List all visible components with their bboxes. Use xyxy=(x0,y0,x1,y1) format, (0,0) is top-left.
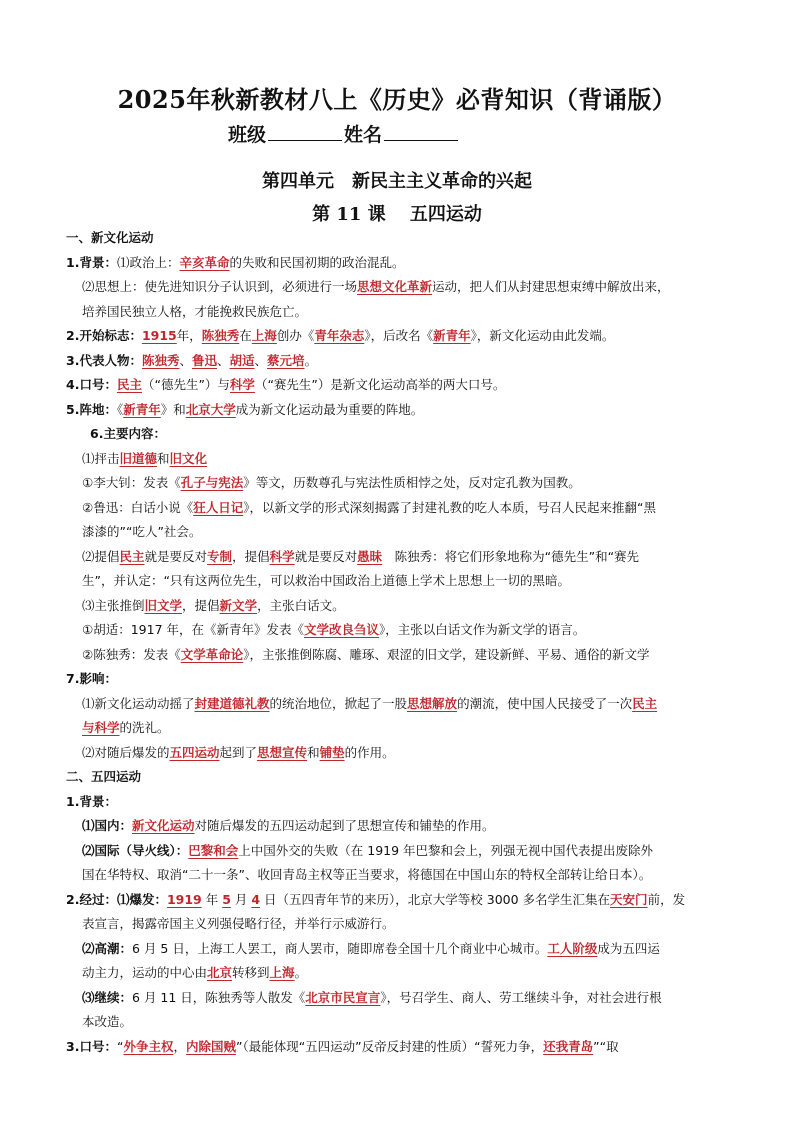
item-label: ⑵国际（导火线）： xyxy=(82,842,189,858)
text-segment: 在 xyxy=(239,328,252,343)
text-line xyxy=(66,863,730,888)
item-label: 3.代表人物： xyxy=(66,352,142,368)
text-line xyxy=(66,692,730,717)
text-line xyxy=(66,373,730,398)
text-segment: 》，新文化运动由此发端。 xyxy=(470,328,615,343)
item-label: ⑵高潮： xyxy=(82,940,133,956)
text-segment: 培养国民独立人格，才能挽救民族危亡。 xyxy=(82,303,308,319)
item-label: 7.影响： xyxy=(66,671,117,686)
class-name-line xyxy=(228,120,460,147)
notes-body xyxy=(66,226,730,1059)
text-segment: 转移到 xyxy=(232,965,270,980)
text-segment: （“赛先生”）是新文化运动高举的两大口号。 xyxy=(254,377,506,392)
key-term: 愚昧 xyxy=(357,548,383,564)
page-title: 2025年秋新教材八上《历史》必背知识（背诵版） xyxy=(117,85,677,114)
text-segment: 表宣言，揭露帝国主义列强侵略行径，并举行示威游行。 xyxy=(82,916,395,931)
text-line xyxy=(66,765,730,790)
text-segment: 创办《 xyxy=(276,328,315,343)
text-segment: 6 月 11 日，陈独秀等人散发《 xyxy=(132,989,306,1005)
text-segment: 、 xyxy=(179,352,192,368)
key-term: 北京大学 xyxy=(185,401,236,417)
text-segment: ”（最能体现“五四运动”反帝反封建的性质）“誓死力争， xyxy=(235,1038,544,1054)
key-term: 民主 xyxy=(116,377,142,392)
key-term: 天安门 xyxy=(610,891,648,907)
key-term: 封建道德礼教 xyxy=(194,695,270,711)
text-segment: 》，主张推倒陈腐、雕琢、艰涩的旧文学，建设新鲜、平易、通俗的新文学 xyxy=(243,646,650,662)
key-term: 科学 xyxy=(229,377,255,392)
text-line xyxy=(66,324,730,349)
text-segment: ⑴新文化运动动摇了 xyxy=(82,695,195,711)
text-segment: ，提倡 xyxy=(232,548,270,564)
text-line xyxy=(66,790,730,815)
key-term: 4 xyxy=(251,891,261,907)
class-blank[interactable] xyxy=(268,122,342,141)
text-segment: ①胡适：1917 年，在《新青年》发表《 xyxy=(82,622,304,637)
text-segment: 》，后改名《 xyxy=(364,328,434,343)
text-line xyxy=(66,520,730,545)
text-segment: 日（五四青年节的来历），北京大学等校 3000 多名学生汇集在 xyxy=(260,891,611,907)
key-term: 5 xyxy=(222,891,231,907)
text-segment: 、 xyxy=(217,352,230,368)
key-term: 上海 xyxy=(269,965,295,980)
text-line xyxy=(66,447,730,472)
unit-heading: 第四单元 新民主主义革命的兴起 xyxy=(262,171,532,192)
text-segment: 运动，把人们从封建思想束缚中解放出来， xyxy=(432,279,670,294)
key-term: 孔子与宪法 xyxy=(180,475,244,490)
key-term: 铺垫 xyxy=(319,744,345,760)
text-line xyxy=(66,888,730,913)
text-line xyxy=(66,545,730,570)
text-segment: ，提倡 xyxy=(182,597,220,613)
text-segment: 上中国外交的失败（在 1919 年巴黎和会上，列强无视中国代表提出废除外 xyxy=(238,842,654,858)
item-label: 5.阵地： xyxy=(66,401,117,417)
text-line xyxy=(66,643,730,668)
text-segment: ， xyxy=(173,1038,186,1054)
text-segment: 年 xyxy=(201,891,223,907)
text-segment: ⑶主张推倒 xyxy=(82,597,145,613)
key-term: 五四运动 xyxy=(169,744,220,760)
item-label: ⑶继续： xyxy=(82,989,133,1005)
text-segment: 和 xyxy=(157,450,170,466)
text-line xyxy=(66,471,730,496)
text-segment: 》，主张以白话文作为新文学的语言。 xyxy=(379,622,586,637)
key-term: 民主 xyxy=(632,695,658,711)
key-term: 思想解放 xyxy=(407,695,458,711)
text-line xyxy=(66,1010,730,1035)
text-line xyxy=(66,716,730,741)
key-term: 鲁迅 xyxy=(191,352,217,368)
text-segment: 动主力，运动的中心由 xyxy=(82,965,208,980)
text-line xyxy=(66,569,730,594)
text-segment: ②鲁迅：白话小说《 xyxy=(82,499,194,515)
text-segment: ⑵对随后爆发的 xyxy=(82,744,170,760)
text-segment: 前，发 xyxy=(647,891,686,907)
text-line xyxy=(66,912,730,937)
text-line xyxy=(66,275,730,300)
name-label: 姓名 xyxy=(344,124,383,146)
text-line xyxy=(66,1035,730,1060)
key-term: 胡适 xyxy=(229,352,255,368)
text-segment: 的潮流，使中国人民接受了一次 xyxy=(457,695,633,711)
text-line xyxy=(66,226,730,251)
text-line xyxy=(66,398,730,423)
key-term: 与科学 xyxy=(82,720,120,735)
key-term: 专制 xyxy=(207,548,233,564)
text-segment: 就是要反对 xyxy=(294,548,358,564)
key-term: 旧文学 xyxy=(144,597,183,613)
key-term: 新青年 xyxy=(123,401,161,417)
key-term: 内除国贼 xyxy=(185,1038,236,1054)
key-term: 工人阶级 xyxy=(547,940,598,956)
key-term: 文学改良刍议 xyxy=(304,622,380,637)
text-segment: 本改造。 xyxy=(82,1014,133,1029)
text-line xyxy=(66,839,730,864)
key-term: 1919 xyxy=(166,891,202,907)
key-term: 外争主权 xyxy=(123,1038,174,1054)
key-term: 陈独秀 xyxy=(201,328,240,343)
item-label: 1.背景： xyxy=(66,254,117,270)
text-line xyxy=(66,741,730,766)
text-line xyxy=(66,300,730,325)
text-segment: 的作用。 xyxy=(344,744,395,760)
key-term: 北京市民宣言 xyxy=(305,989,381,1005)
key-term: 狂人日记 xyxy=(193,499,244,515)
text-segment: 对随后爆发的五四运动起到了思想宣传和铺垫的作用。 xyxy=(194,818,495,833)
key-term: 新青年 xyxy=(433,328,471,343)
text-segment: 》等文，历数尊孔与宪法性质相悖之处，反对定孔教为国教。 xyxy=(243,475,581,490)
item-label: 4.口号： xyxy=(66,377,117,392)
class-label: 班级 xyxy=(228,124,267,146)
name-blank[interactable] xyxy=(384,122,458,141)
text-segment: 国在华特权、取消“二十一条”、收回青岛主权等正当要求，将德国在中国山东的特权全部转让给日本）。 xyxy=(82,867,652,882)
key-term: 陈独秀 xyxy=(141,352,180,368)
text-segment: ”“取 xyxy=(593,1038,619,1054)
key-term: 旧文化 xyxy=(169,450,208,466)
text-segment: 生”，并认定：“只有这两位先生，可以救治中国政治上道德上学术上思想上一切的黑暗。 xyxy=(82,573,570,588)
key-term: 科学 xyxy=(269,548,295,564)
text-segment: 的统治地位，掀起了一股 xyxy=(269,695,408,711)
text-segment: ②陈独秀：发表《 xyxy=(82,646,181,662)
text-line xyxy=(66,422,730,447)
item-label: 6.主要内容： xyxy=(90,426,166,441)
key-term: 思想宣传 xyxy=(257,744,308,760)
text-segment: 《 xyxy=(116,401,124,417)
text-segment: 和 xyxy=(307,744,320,760)
text-segment: 陈独秀：将它们形象地称为“德先生”和“赛先 xyxy=(382,548,640,564)
text-segment: 6 月 5 日，上海工人罢工，商人罢市，随即席卷全国十几个商业中心城市。 xyxy=(132,940,548,956)
item-label: 二、五四运动 xyxy=(66,769,142,784)
key-term: 文学革命论 xyxy=(180,646,244,662)
text-segment: ①李大钊：发表《 xyxy=(82,475,181,490)
key-term: 旧道德 xyxy=(119,450,158,466)
text-segment: ⑴政治上： xyxy=(116,254,180,270)
text-segment: 就是要反对 xyxy=(144,548,208,564)
text-segment: 、 xyxy=(254,352,268,368)
text-segment: ⑴抨击 xyxy=(82,450,120,466)
text-segment: “ xyxy=(116,1038,124,1054)
key-term: 北京 xyxy=(207,965,233,980)
key-term: 蔡元培 xyxy=(267,352,305,368)
text-segment: （“德先生”）与 xyxy=(141,377,230,392)
item-label: 2.开始标志： xyxy=(66,328,142,343)
key-term: 1915 xyxy=(141,328,177,343)
text-segment: ，主张白话文。 xyxy=(257,597,345,613)
lesson-heading: 第 11 课 五四运动 xyxy=(312,204,482,225)
text-segment: 。 xyxy=(304,352,318,368)
text-segment: 月 xyxy=(230,891,252,907)
text-line xyxy=(66,251,730,276)
key-term: 辛亥革命 xyxy=(179,254,230,270)
text-line xyxy=(66,618,730,643)
item-label: ⑴国内： xyxy=(82,818,133,833)
key-term: 还我青岛 xyxy=(543,1038,594,1054)
key-term: 青年杂志 xyxy=(314,328,365,343)
text-segment: 漆漆的”“吃人”社会。 xyxy=(82,524,202,539)
key-term: 思想文化革新 xyxy=(357,279,433,294)
key-term: 巴黎和会 xyxy=(188,842,239,858)
text-line xyxy=(66,496,730,521)
text-line xyxy=(66,986,730,1011)
text-segment: 》，号召学生、商人、劳工继续斗争，对社会进行根 xyxy=(380,989,662,1005)
text-segment: 。 xyxy=(294,965,308,980)
text-line xyxy=(66,814,730,839)
text-segment: 年， xyxy=(176,328,202,343)
text-segment: ⑵思想上：使先进知识分子认识到，必须进行一场 xyxy=(82,279,358,294)
key-term: 新文学 xyxy=(219,597,258,613)
text-segment: 的洗礼。 xyxy=(119,720,170,735)
text-segment: 起到了 xyxy=(219,744,258,760)
text-line xyxy=(66,667,730,692)
text-line xyxy=(66,937,730,962)
item-label: 1.背景： xyxy=(66,793,117,809)
text-segment: ⑵提倡 xyxy=(82,548,120,564)
item-label: 3.口号： xyxy=(66,1038,117,1054)
text-line xyxy=(66,349,730,374)
item-label: 2.经过：⑴爆发： xyxy=(66,891,167,907)
text-segment: 的失败和民国初期的政治混乱。 xyxy=(229,254,405,270)
text-segment: 》和 xyxy=(160,401,186,417)
item-label: 一、新文化运动 xyxy=(66,230,154,245)
text-segment: 成为新文化运动最为重要的阵地。 xyxy=(235,401,424,417)
text-segment: 》，以新文学的形式深刻揭露了封建礼教的吃人本质，号召人民起来推翻“黑 xyxy=(243,499,656,515)
text-segment: 成为五四运 xyxy=(597,940,660,956)
text-line xyxy=(66,594,730,619)
text-line xyxy=(66,961,730,986)
key-term: 新文化运动 xyxy=(132,818,195,833)
key-term: 上海 xyxy=(251,328,277,343)
key-term: 民主 xyxy=(119,548,145,564)
